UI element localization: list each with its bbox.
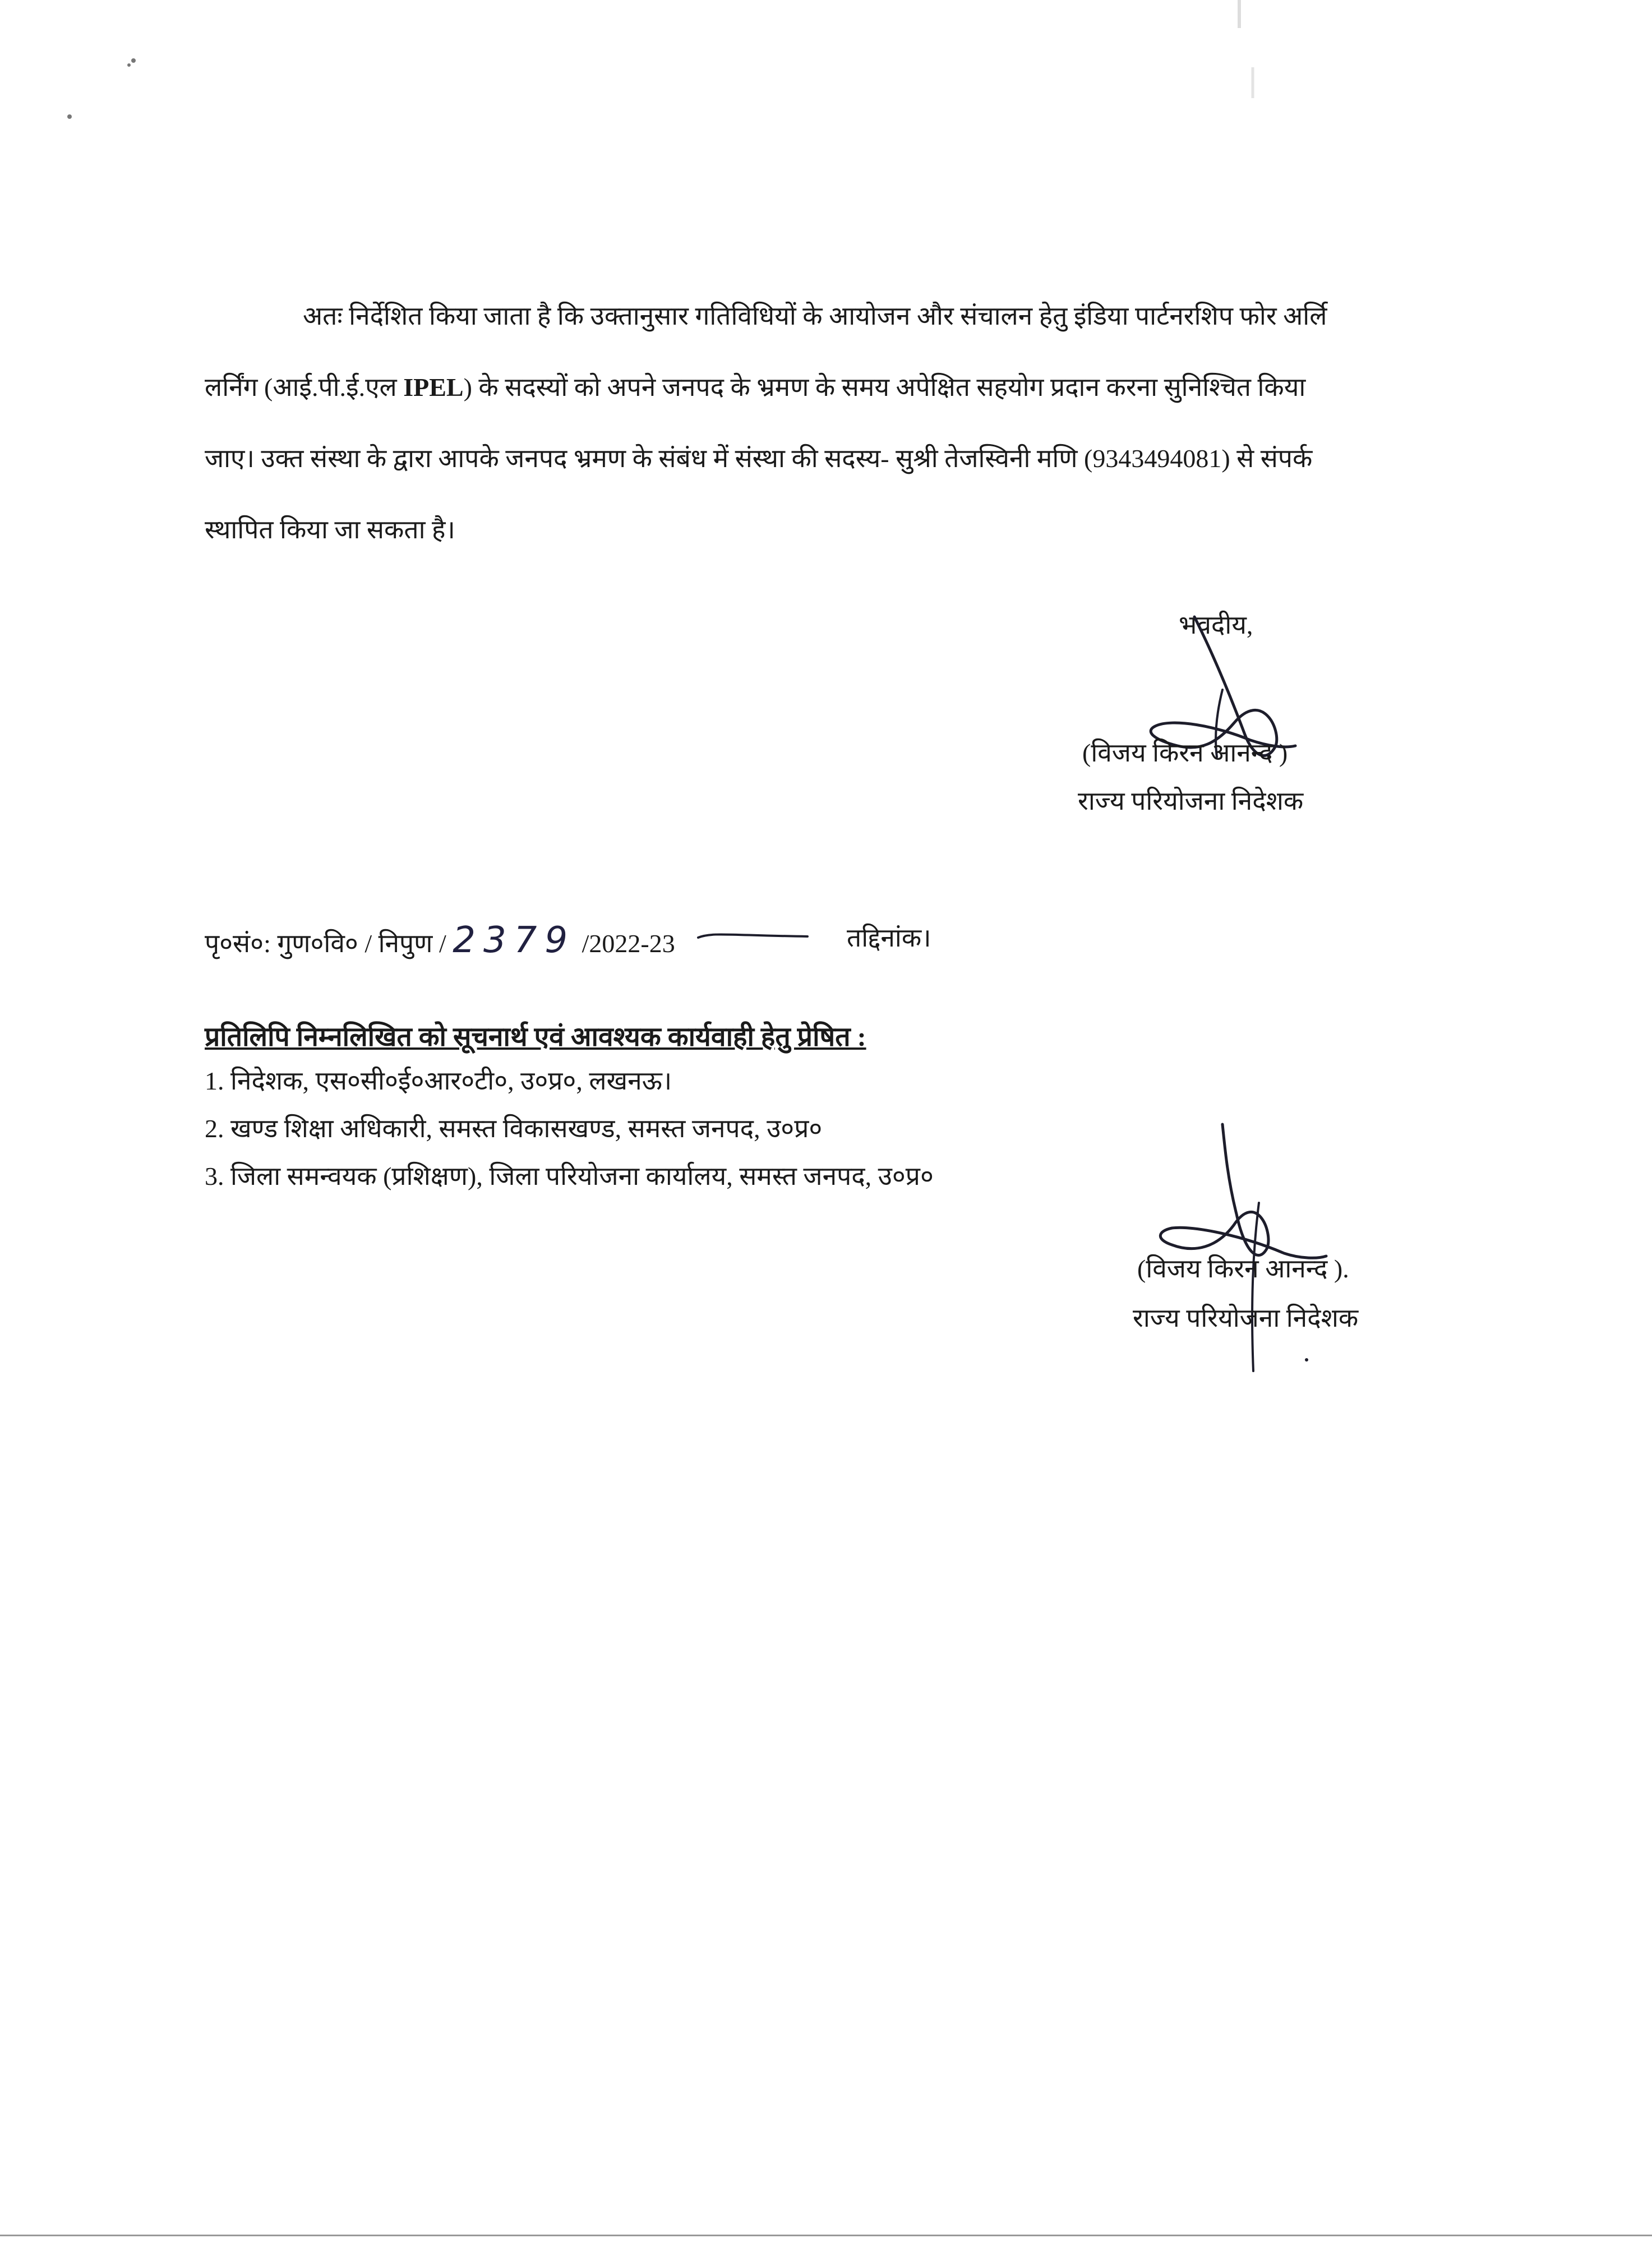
copy-item-2: 2. खण्ड शिक्षा अधिकारी, समस्त विकासखण्ड, समस्त जनपद, उ०प्र० bbox=[205, 1114, 823, 1143]
signatory-designation-2: राज्य परियोजना निदेशक bbox=[1133, 1304, 1359, 1332]
reference-line bbox=[205, 920, 675, 961]
body-line-3: जाए। उक्त संस्था के द्वारा आपके जनपद भ्रमण के संबंध में संस्था की सदस्य- सुश्री तेजस्विनी मणि (9343494081) से संपर्क bbox=[205, 444, 1313, 473]
signatory-name-2: (विजय किरन आनन्द ). bbox=[1137, 1254, 1349, 1283]
body-line-2: लर्निंग (आई.पी.ई.एल IPEL) के सदस्यों को अपने जनपद के भ्रमण के समय अपेक्षित सहयोग प्रदान करना सुनिश्चित किया bbox=[205, 373, 1306, 401]
salutation: भवदीय, bbox=[1179, 611, 1253, 639]
signatory-name-1: (विजय किरन आनन्द ) bbox=[1082, 739, 1288, 767]
reference-number: 2379 bbox=[453, 920, 576, 961]
reference-year: /2022-23 bbox=[582, 929, 675, 958]
reference-dash bbox=[695, 920, 819, 953]
copy-heading: प्रतिलिपि निम्नलिखित को सूचनार्थ एवं आवश्यक कार्यवाही हेतु प्रेषित : bbox=[205, 1022, 866, 1052]
body-line-1: अतः निर्देशित किया जाता है कि उक्तानुसार गतिविधियों के आयोजन और संचालन हेतु इंडिया पार्टनरशिप फोर अर्लि bbox=[303, 302, 1327, 330]
body-paragraph bbox=[205, 280, 1382, 565]
copy-item-3: 3. जिला समन्वयक (प्रशिक्षण), जिला परियोजना कार्यालय, समस्त जनपद, उ०प्र० bbox=[205, 1162, 934, 1190]
scan-specks bbox=[0, 0, 1652, 224]
copy-item-1: 1. निदेशक, एस०सी०ई०आर०टी०, उ०प्र०, लखनऊ। bbox=[205, 1067, 672, 1095]
signatory-designation-1: राज्य परियोजना निदेशक bbox=[1078, 787, 1304, 815]
reference-prefix: पृ०सं०: गुण०वि० / निपुण / bbox=[205, 929, 446, 958]
scan-bottom-edge bbox=[0, 2235, 1652, 2236]
ipel-acronym: IPEL bbox=[403, 373, 464, 401]
body-line-4: स्थापित किया जा सकता है। bbox=[205, 515, 455, 544]
date-label: तद्दिनांक। bbox=[847, 924, 931, 952]
